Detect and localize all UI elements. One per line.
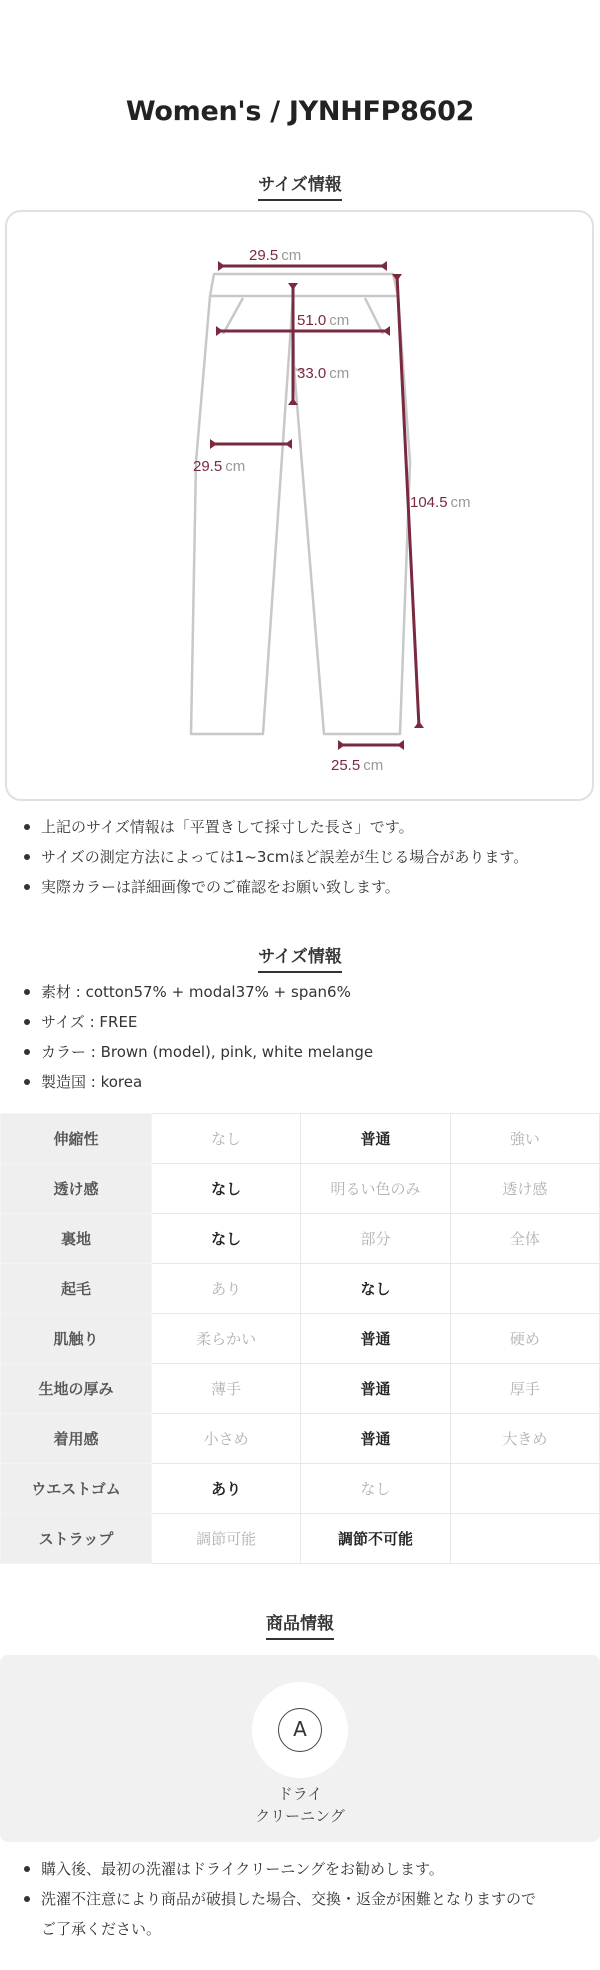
- table-row: [1, 1314, 600, 1364]
- property-label: 着用感: [1, 1414, 152, 1464]
- product-info-heading: 商品情報: [0, 1609, 600, 1640]
- property-option: 柔らかい: [152, 1314, 301, 1364]
- care-label: ドライ クリーニング: [255, 1785, 345, 1825]
- property-option: 厚手: [450, 1364, 599, 1414]
- property-option: 普通: [301, 1114, 450, 1164]
- property-label: ストラップ: [1, 1514, 152, 1564]
- care-panel: [0, 1655, 600, 1842]
- property-option: なし: [301, 1464, 450, 1514]
- property-option: 大きめ: [450, 1414, 599, 1464]
- hip-measure-label: 51.0 cm: [297, 312, 350, 329]
- spec-heading: サイズ情報: [0, 942, 600, 973]
- thigh-measure-label: 29.5 cm: [193, 458, 246, 475]
- property-option: なし: [152, 1164, 301, 1214]
- property-option: 小さめ: [152, 1414, 301, 1464]
- property-label: ウエストゴム: [1, 1464, 152, 1514]
- list-item: サイズの測定方法によっては1~3cmほど誤差が生じる場合があります。: [22, 842, 582, 872]
- table-row: [1, 1464, 600, 1514]
- size-info-heading: サイズ情報: [0, 170, 600, 201]
- property-option: 薄手: [152, 1364, 301, 1414]
- property-label: 生地の厚み: [1, 1364, 152, 1414]
- property-label: 起毛: [1, 1264, 152, 1314]
- list-item: 上記のサイズ情報は「平置きして採寸した長さ」です。: [22, 812, 582, 842]
- property-option: 調節可能: [152, 1514, 301, 1564]
- care-note-continuation: ご了承ください。: [41, 1920, 162, 1938]
- property-option: 部分: [301, 1214, 450, 1264]
- pants-outline: [191, 274, 410, 734]
- waist-measure-label: 29.5 cm: [249, 247, 302, 264]
- table-row: [1, 1114, 600, 1164]
- table-row: [1, 1164, 600, 1214]
- property-label: 肌触り: [1, 1314, 152, 1364]
- dry-clean-icon: A: [278, 1708, 322, 1752]
- length-measure-label: 104.5 cm: [410, 494, 471, 511]
- property-option: なし: [301, 1264, 450, 1314]
- table-row: [1, 1264, 600, 1314]
- property-option: [450, 1514, 599, 1564]
- property-option: 普通: [301, 1414, 450, 1464]
- property-option: 明るい色のみ: [301, 1164, 450, 1214]
- property-option: あり: [152, 1264, 301, 1314]
- list-item: 洗濯不注意により商品が破損した場合、交換・返金が困難となりますので: [22, 1884, 582, 1914]
- list-item: 購入後、最初の洗濯はドライクリーニングをお勧めします。: [22, 1854, 582, 1884]
- measure-lines: [210, 261, 424, 750]
- property-option: 透け感: [450, 1164, 599, 1214]
- property-label: 伸縮性: [1, 1114, 152, 1164]
- pants-diagram-svg: [7, 212, 596, 803]
- page-title: Women's / JYNHFP8602: [125, 96, 475, 127]
- care-notes-list: [22, 1854, 582, 1914]
- property-label: 透け感: [1, 1164, 152, 1214]
- property-option: 普通: [301, 1364, 450, 1414]
- table-row: [1, 1214, 600, 1264]
- spec-material: 素材 : cotton57% + modal37% + span6%: [22, 977, 582, 1007]
- spec-color: カラー : Brown (model), pink, white melange: [22, 1037, 582, 1067]
- list-item: 実際カラーは詳細画像でのご確認をお願い致します。: [22, 872, 582, 902]
- hem-measure-label: 25.5 cm: [331, 757, 384, 774]
- property-option: あり: [152, 1464, 301, 1514]
- care-circle: [252, 1682, 348, 1778]
- table-row: [1, 1364, 600, 1414]
- property-label: 裏地: [1, 1214, 152, 1264]
- size-diagram: [5, 210, 594, 801]
- property-table: [0, 1113, 600, 1564]
- property-option: [450, 1464, 599, 1514]
- property-option: 全体: [450, 1214, 599, 1264]
- property-option: 強い: [450, 1114, 599, 1164]
- spec-list: [22, 977, 582, 1097]
- property-option: なし: [152, 1214, 301, 1264]
- property-option: なし: [152, 1114, 301, 1164]
- table-row: [1, 1414, 600, 1464]
- property-option: 調節不可能: [301, 1514, 450, 1564]
- spec-country: 製造国 : korea: [22, 1067, 582, 1097]
- property-option: 普通: [301, 1314, 450, 1364]
- spec-size: サイズ : FREE: [22, 1007, 582, 1037]
- size-notes-list: [22, 812, 582, 902]
- property-option: [450, 1264, 599, 1314]
- rise-measure-label: 33.0 cm: [297, 365, 350, 382]
- property-option: 硬め: [450, 1314, 599, 1364]
- table-row: [1, 1514, 600, 1564]
